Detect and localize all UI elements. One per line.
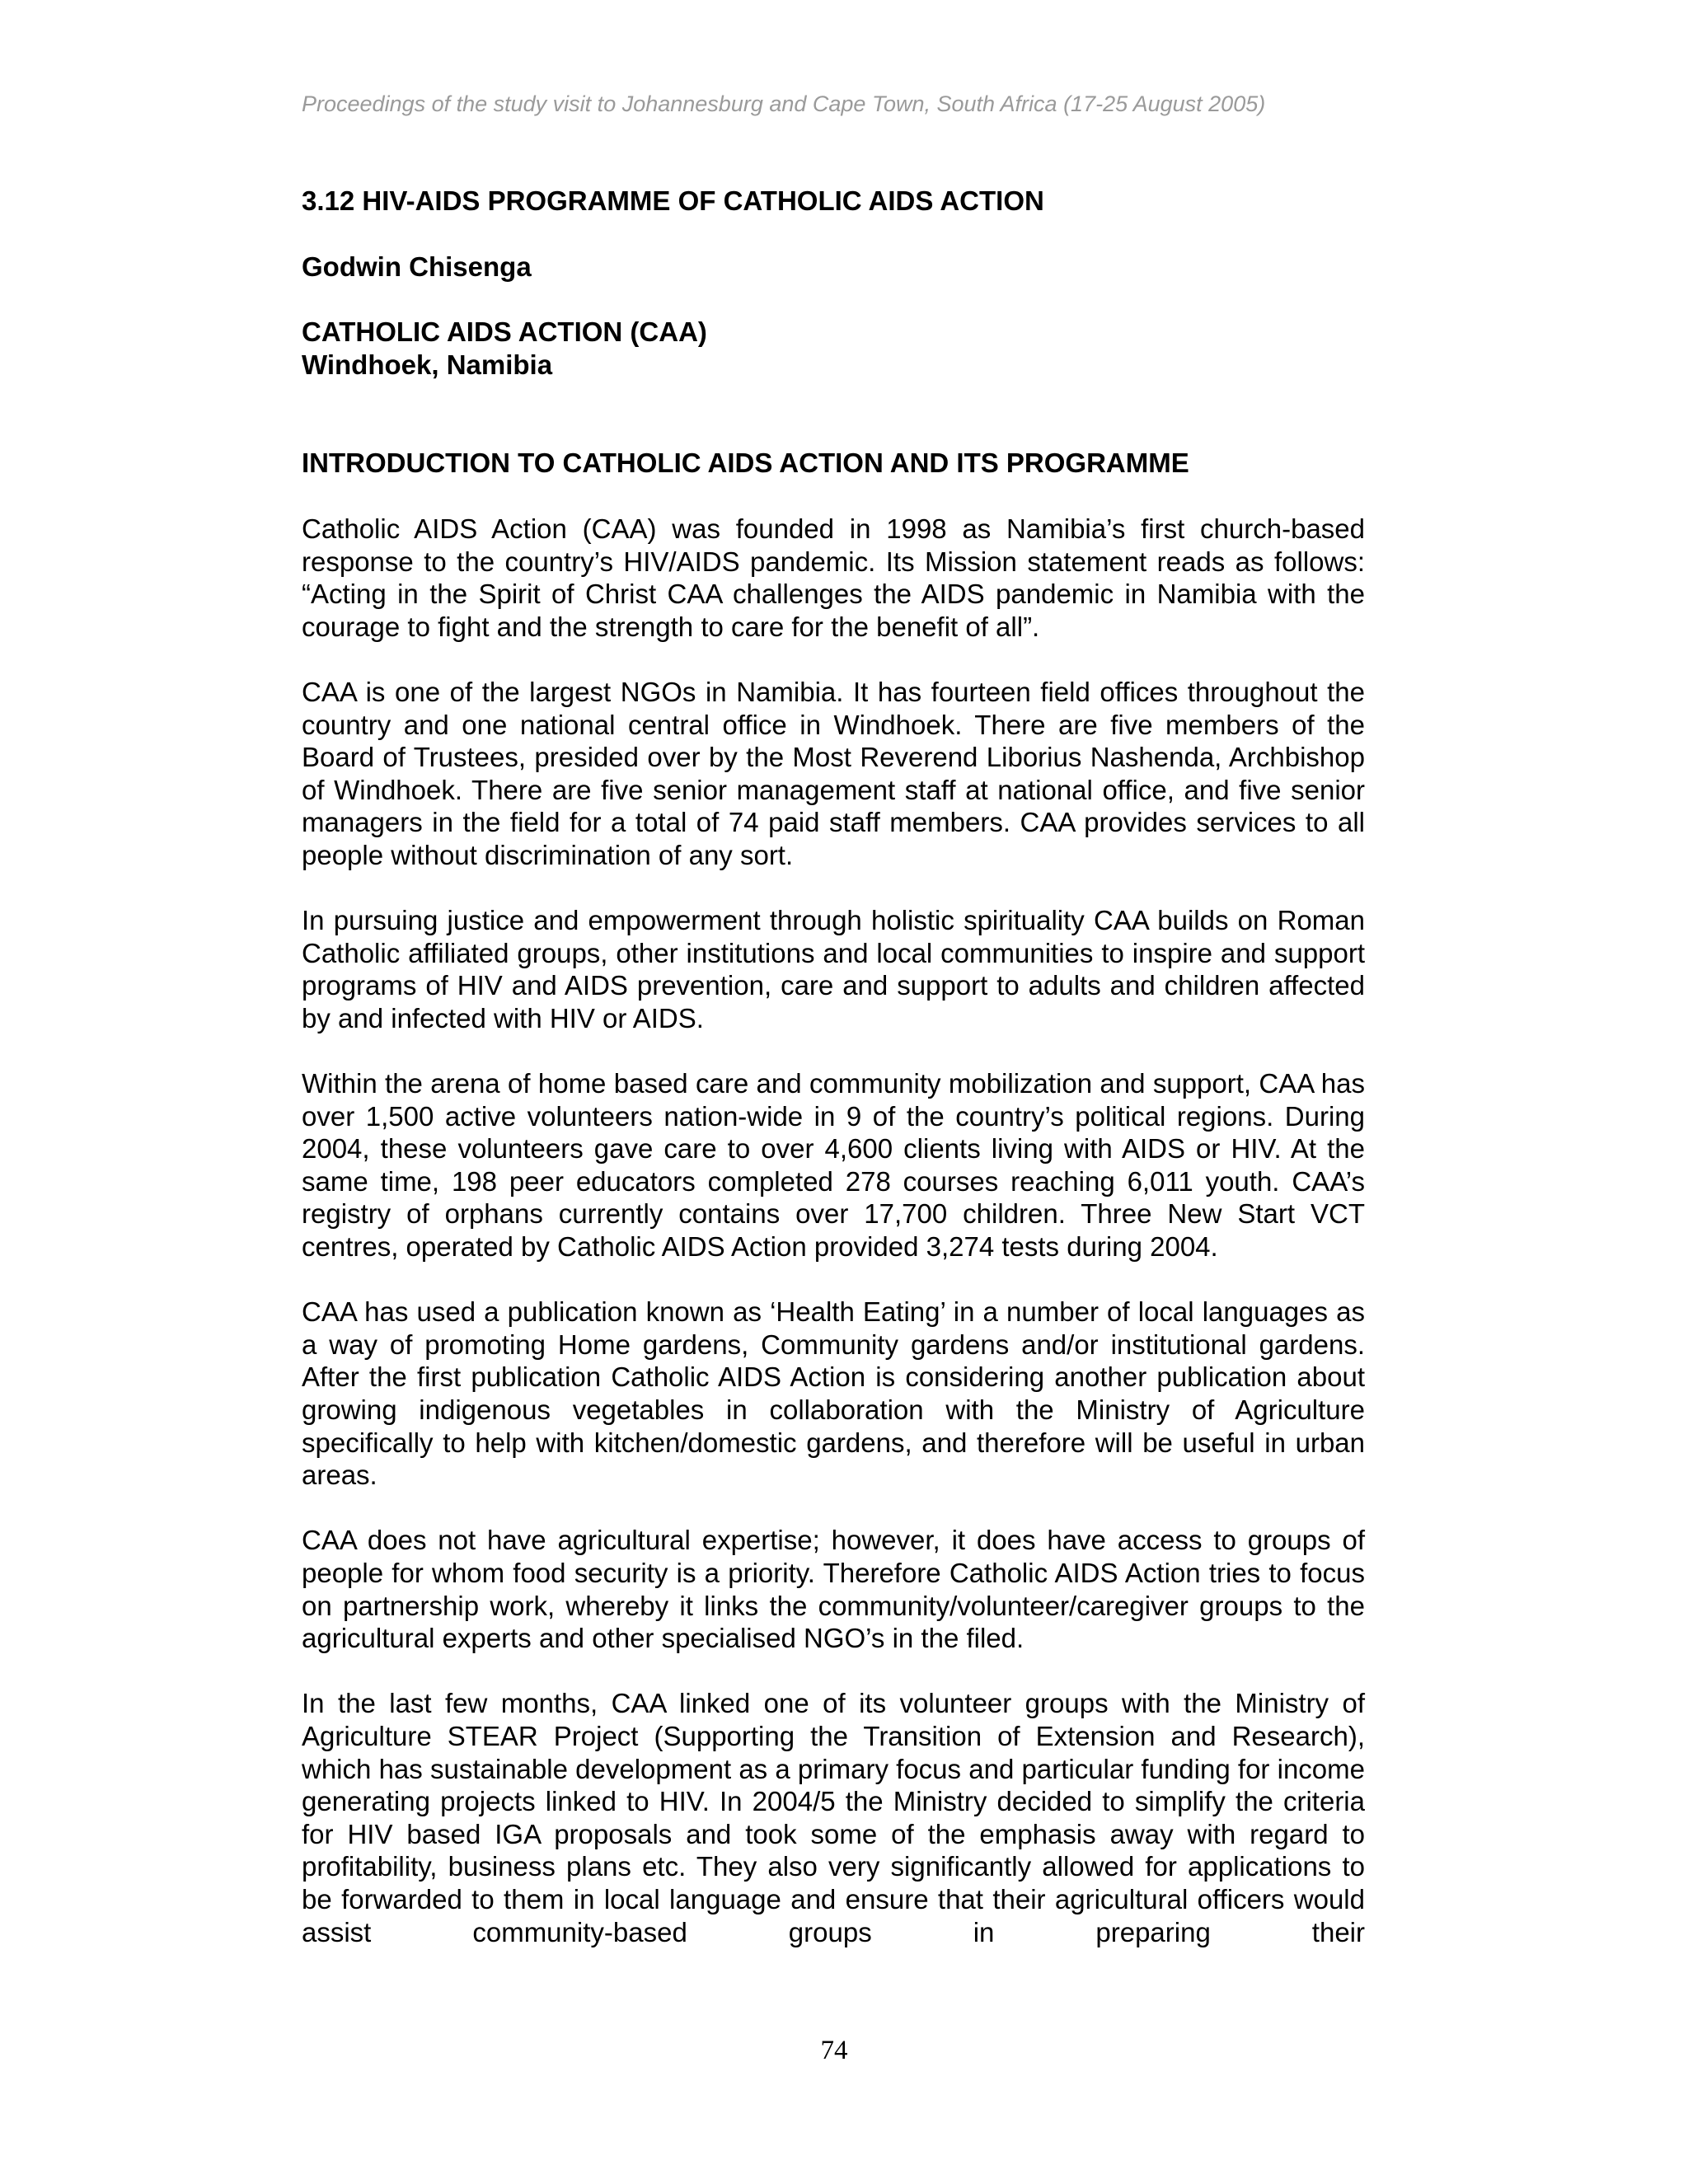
body-paragraph: Catholic AIDS Action (CAA) was founded in 1998 as Namibia’s first church-based response to the country’s HIV/AIDS pandemic. Its Mission statement reads as follows: “Acting in the Spirit of Christ CAA challenges the AIDS pandemic in Namibia with the courage to fight and the strength to care for the benefit of all”. [302, 513, 1365, 642]
body-paragraph: CAA is one of the largest NGOs in Namibia. It has fourteen field offices throughout the country and one national central office in Windhoek. There are five members of the Board of Trustees, presided over by the Most Reverend Liborius Nashenda, Archbishop of Windhoek. There are five senior management staff at national office, and five senior managers in the field for a total of 74 paid staff members. CAA provides services to all people without discrimination of any sort. [302, 676, 1365, 870]
body-paragraph: Within the arena of home based care and community mobilization and support, CAA has over 1,500 active volunteers nation-wide in 9 of the country’s political regions. During 2004, these volunteers gave care to over 4,600 clients living with AIDS or HIV. At the same time, 198 peer educators completed 278 courses reaching 6,011 youth. CAA’s registry of orphans currently contains over 17,700 children. Three New Start VCT centres, operated by Catholic AIDS Action provided 3,274 tests during 2004. [302, 1068, 1365, 1263]
intro-heading: INTRODUCTION TO CATHOLIC AIDS ACTION AND ITS PROGRAMME [302, 448, 1189, 479]
organization-name: CATHOLIC AIDS ACTION (CAA) [302, 316, 707, 348]
body-paragraph: In pursuing justice and empowerment through holistic spirituality CAA builds on Roman Catholic affiliated groups, other institutions and local communities to inspire and support programs of HIV and AIDS prevention, care and support to adults and children affected by and infected with HIV or AIDS. [302, 905, 1365, 1033]
running-header: Proceedings of the study visit to Johannesburg and Cape Town, South Africa (17-25 August 2005) [302, 91, 1266, 116]
author-name: Godwin Chisenga [302, 251, 532, 282]
body-paragraph: CAA does not have agricultural expertise; however, it does have access to groups of people for whom food security is a priority. Therefore Catholic AIDS Action tries to focus on partnership work, whereby it links the community/volunteer/caregiver groups to the agricultural experts and other specialised NGO’s in the filed. [302, 1525, 1365, 1654]
body-paragraph: CAA has used a publication known as ‘Health Eating’ in a number of local languages as a way of promoting Home gardens, Community gardens and/or institutional gardens. After the first publication Catholic AIDS Action is considering another publication about growing indigenous vegetables in collaboration with the Ministry of Agriculture specifically to help with kitchen/domestic gardens, and therefore will be useful in urban areas. [302, 1296, 1365, 1491]
page-number: 74 [820, 2036, 848, 2065]
affiliation-block [302, 316, 1365, 381]
body-paragraph: In the last few months, CAA linked one of its volunteer groups with the Ministry of Agriculture STEAR Project (Supporting the Transition of Extension and Research), which has sustainable development as a primary focus and particular funding for income generating projects linked to HIV. In 2004/5 the Ministry decided to simplify the criteria for HIV based IGA proposals and took some of the emphasis away with regard to profitability, business plans etc. They also very significantly allowed for applications to be forwarded to them in local language and ensure that their agricultural officers would assist community-based groups in preparing their [302, 1688, 1365, 1947]
organization-location: Windhoek, Namibia [302, 349, 553, 380]
article-body [302, 185, 1365, 1948]
section-title: 3.12 HIV-AIDS PROGRAMME OF CATHOLIC AIDS ACTION [302, 185, 1044, 216]
